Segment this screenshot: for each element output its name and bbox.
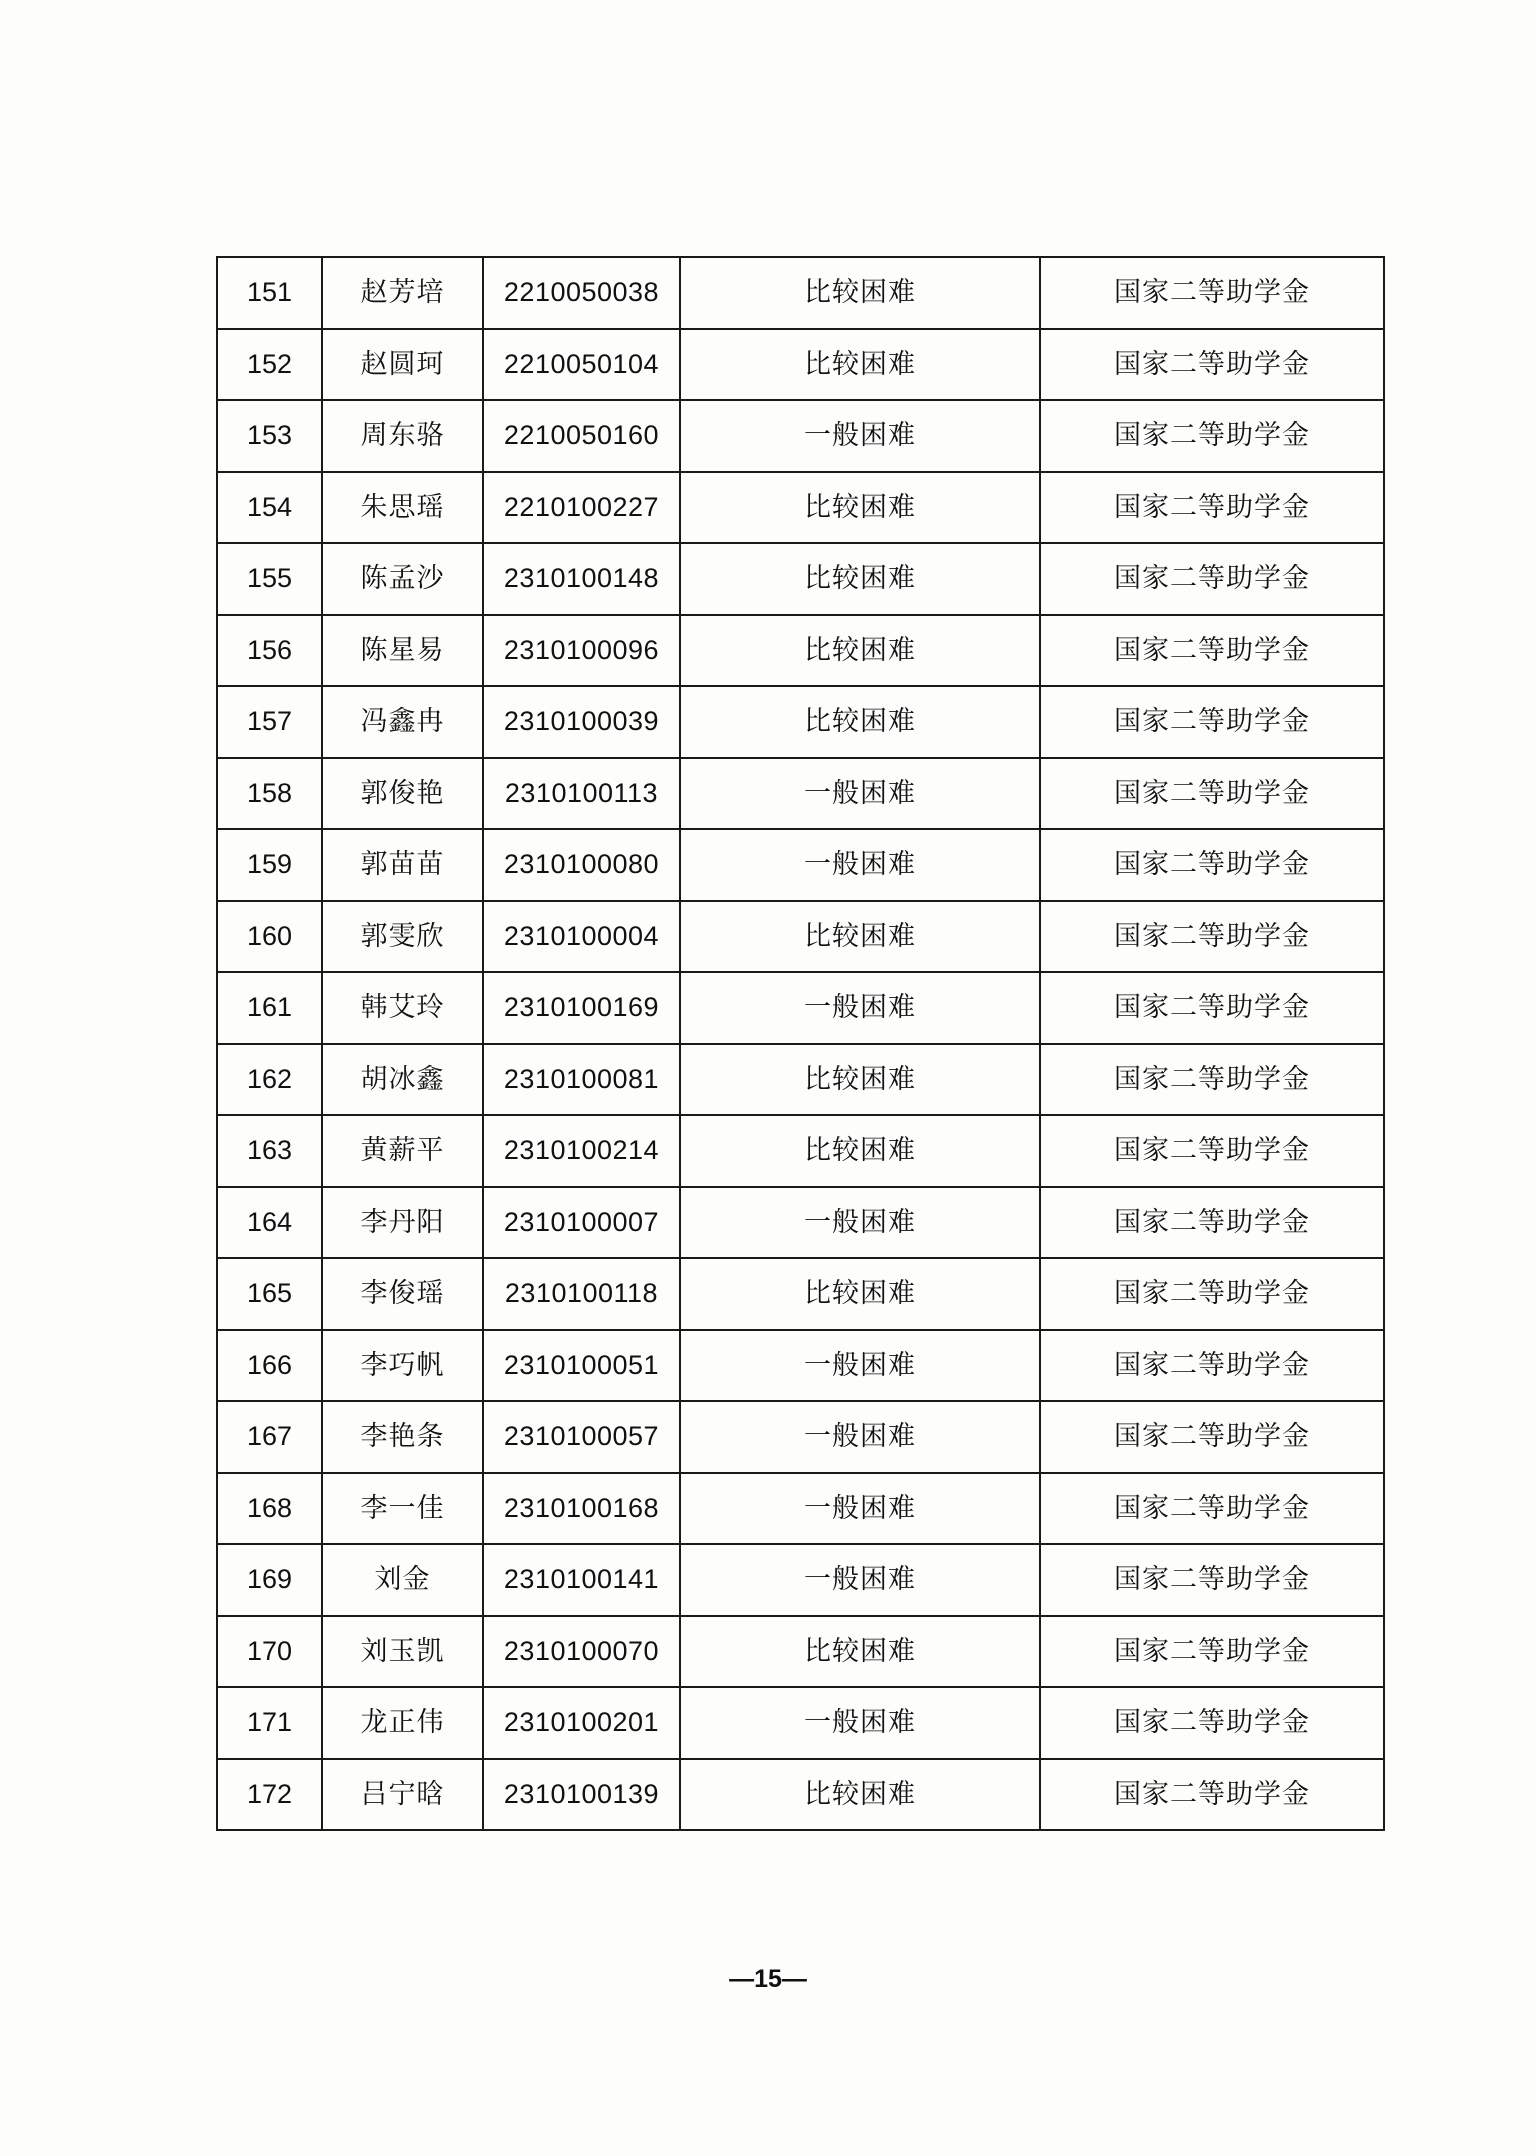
award-type-cell: 国家二等助学金 — [1040, 686, 1384, 758]
student-name-cell: 周东骆 — [322, 400, 483, 472]
difficulty-level-cell: 一般困难 — [680, 1473, 1040, 1545]
award-type-cell: 国家二等助学金 — [1040, 901, 1384, 973]
student-name-cell: 龙正伟 — [322, 1687, 483, 1759]
difficulty-level-cell: 比较困难 — [680, 901, 1040, 973]
student-name-cell: 陈孟沙 — [322, 543, 483, 615]
table-row — [217, 758, 1384, 830]
table-row — [217, 1115, 1384, 1187]
row-number-cell: 171 — [217, 1687, 322, 1759]
table-row — [217, 972, 1384, 1044]
row-number-cell: 154 — [217, 472, 322, 544]
table-row — [217, 257, 1384, 329]
student-name-cell: 郭俊艳 — [322, 758, 483, 830]
student-name-cell: 李艳条 — [322, 1401, 483, 1473]
row-number-cell: 170 — [217, 1616, 322, 1688]
table-row — [217, 1330, 1384, 1402]
award-type-cell: 国家二等助学金 — [1040, 1616, 1384, 1688]
student-id-cell: 2310100113 — [483, 758, 680, 830]
award-type-cell: 国家二等助学金 — [1040, 329, 1384, 401]
table-row — [217, 1187, 1384, 1259]
student-id-cell: 2310100007 — [483, 1187, 680, 1259]
student-name-cell: 李俊瑶 — [322, 1258, 483, 1330]
table-row — [217, 829, 1384, 901]
student-id-cell: 2310100004 — [483, 901, 680, 973]
difficulty-level-cell: 比较困难 — [680, 1044, 1040, 1116]
row-number-cell: 166 — [217, 1330, 322, 1402]
row-number-cell: 165 — [217, 1258, 322, 1330]
row-number-cell: 155 — [217, 543, 322, 615]
row-number-cell: 159 — [217, 829, 322, 901]
table-row — [217, 1687, 1384, 1759]
difficulty-level-cell: 比较困难 — [680, 1616, 1040, 1688]
row-number-cell: 157 — [217, 686, 322, 758]
student-name-cell: 郭雯欣 — [322, 901, 483, 973]
award-type-cell: 国家二等助学金 — [1040, 615, 1384, 687]
student-id-cell: 2210050160 — [483, 400, 680, 472]
student-id-cell: 2310100141 — [483, 1544, 680, 1616]
student-name-cell: 李丹阳 — [322, 1187, 483, 1259]
award-type-cell: 国家二等助学金 — [1040, 1187, 1384, 1259]
student-id-cell: 2310100039 — [483, 686, 680, 758]
student-name-cell: 刘金 — [322, 1544, 483, 1616]
row-number-cell: 158 — [217, 758, 322, 830]
student-id-cell: 2210100227 — [483, 472, 680, 544]
award-type-cell: 国家二等助学金 — [1040, 758, 1384, 830]
difficulty-level-cell: 比较困难 — [680, 615, 1040, 687]
student-id-cell: 2310100214 — [483, 1115, 680, 1187]
table-row — [217, 1258, 1384, 1330]
row-number-cell: 160 — [217, 901, 322, 973]
difficulty-level-cell: 比较困难 — [680, 1759, 1040, 1831]
row-number-cell: 168 — [217, 1473, 322, 1545]
student-name-cell: 朱思瑶 — [322, 472, 483, 544]
row-number-cell: 163 — [217, 1115, 322, 1187]
table-row — [217, 543, 1384, 615]
student-id-cell: 2310100096 — [483, 615, 680, 687]
award-type-cell: 国家二等助学金 — [1040, 1473, 1384, 1545]
row-number-cell: 152 — [217, 329, 322, 401]
student-id-cell: 2310100148 — [483, 543, 680, 615]
row-number-cell: 161 — [217, 972, 322, 1044]
award-type-cell: 国家二等助学金 — [1040, 257, 1384, 329]
table-body — [217, 257, 1384, 1830]
award-type-cell: 国家二等助学金 — [1040, 1759, 1384, 1831]
award-type-cell: 国家二等助学金 — [1040, 1258, 1384, 1330]
table-row — [217, 1616, 1384, 1688]
difficulty-level-cell: 比较困难 — [680, 472, 1040, 544]
student-id-cell: 2310100168 — [483, 1473, 680, 1545]
student-id-cell: 2210050038 — [483, 257, 680, 329]
table-row — [217, 686, 1384, 758]
student-name-cell: 韩艾玲 — [322, 972, 483, 1044]
award-type-cell: 国家二等助学金 — [1040, 1044, 1384, 1116]
student-id-cell: 2310100139 — [483, 1759, 680, 1831]
table-row — [217, 329, 1384, 401]
table-row — [217, 615, 1384, 687]
row-number-cell: 169 — [217, 1544, 322, 1616]
student-name-cell: 李巧帆 — [322, 1330, 483, 1402]
student-name-cell: 刘玉凯 — [322, 1616, 483, 1688]
difficulty-level-cell: 一般困难 — [680, 1401, 1040, 1473]
table-row — [217, 901, 1384, 973]
table-row — [217, 1044, 1384, 1116]
award-type-cell: 国家二等助学金 — [1040, 1544, 1384, 1616]
difficulty-level-cell: 一般困难 — [680, 400, 1040, 472]
difficulty-level-cell: 一般困难 — [680, 758, 1040, 830]
award-type-cell: 国家二等助学金 — [1040, 1401, 1384, 1473]
student-id-cell: 2310100169 — [483, 972, 680, 1044]
row-number-cell: 172 — [217, 1759, 322, 1831]
row-number-cell: 162 — [217, 1044, 322, 1116]
student-name-cell: 李一佳 — [322, 1473, 483, 1545]
student-id-cell: 2310100080 — [483, 829, 680, 901]
student-name-cell: 胡冰鑫 — [322, 1044, 483, 1116]
table-row — [217, 1401, 1384, 1473]
table-row — [217, 1473, 1384, 1545]
difficulty-level-cell: 比较困难 — [680, 1115, 1040, 1187]
difficulty-level-cell: 一般困难 — [680, 1544, 1040, 1616]
table-row — [217, 472, 1384, 544]
student-name-cell: 冯鑫冉 — [322, 686, 483, 758]
student-name-cell: 黄薪平 — [322, 1115, 483, 1187]
difficulty-level-cell: 比较困难 — [680, 329, 1040, 401]
award-type-cell: 国家二等助学金 — [1040, 1687, 1384, 1759]
row-number-cell: 151 — [217, 257, 322, 329]
student-name-cell: 陈星易 — [322, 615, 483, 687]
award-type-cell: 国家二等助学金 — [1040, 829, 1384, 901]
row-number-cell: 153 — [217, 400, 322, 472]
student-id-cell: 2310100070 — [483, 1616, 680, 1688]
award-type-cell: 国家二等助学金 — [1040, 1330, 1384, 1402]
table-row — [217, 1544, 1384, 1616]
difficulty-level-cell: 比较困难 — [680, 1258, 1040, 1330]
award-type-cell: 国家二等助学金 — [1040, 972, 1384, 1044]
award-type-cell: 国家二等助学金 — [1040, 472, 1384, 544]
student-id-cell: 2310100118 — [483, 1258, 680, 1330]
student-name-cell: 赵芳培 — [322, 257, 483, 329]
difficulty-level-cell: 一般困难 — [680, 1687, 1040, 1759]
difficulty-level-cell: 比较困难 — [680, 543, 1040, 615]
row-number-cell: 167 — [217, 1401, 322, 1473]
table-row — [217, 1759, 1384, 1831]
page-number: —15— — [729, 1965, 807, 1993]
student-id-cell: 2310100201 — [483, 1687, 680, 1759]
difficulty-level-cell: 比较困难 — [680, 686, 1040, 758]
row-number-cell: 156 — [217, 615, 322, 687]
difficulty-level-cell: 一般困难 — [680, 1330, 1040, 1402]
student-id-cell: 2310100081 — [483, 1044, 680, 1116]
award-type-cell: 国家二等助学金 — [1040, 400, 1384, 472]
award-type-cell: 国家二等助学金 — [1040, 543, 1384, 615]
award-type-cell: 国家二等助学金 — [1040, 1115, 1384, 1187]
student-id-cell: 2310100051 — [483, 1330, 680, 1402]
student-name-cell: 郭苗苗 — [322, 829, 483, 901]
difficulty-level-cell: 一般困难 — [680, 829, 1040, 901]
row-number-cell: 164 — [217, 1187, 322, 1259]
difficulty-level-cell: 一般困难 — [680, 1187, 1040, 1259]
difficulty-level-cell: 比较困难 — [680, 257, 1040, 329]
student-name-cell: 吕宁晗 — [322, 1759, 483, 1831]
student-name-cell: 赵圆珂 — [322, 329, 483, 401]
aid-recipient-table — [216, 256, 1385, 1831]
student-id-cell: 2210050104 — [483, 329, 680, 401]
difficulty-level-cell: 一般困难 — [680, 972, 1040, 1044]
table-row — [217, 400, 1384, 472]
student-id-cell: 2310100057 — [483, 1401, 680, 1473]
